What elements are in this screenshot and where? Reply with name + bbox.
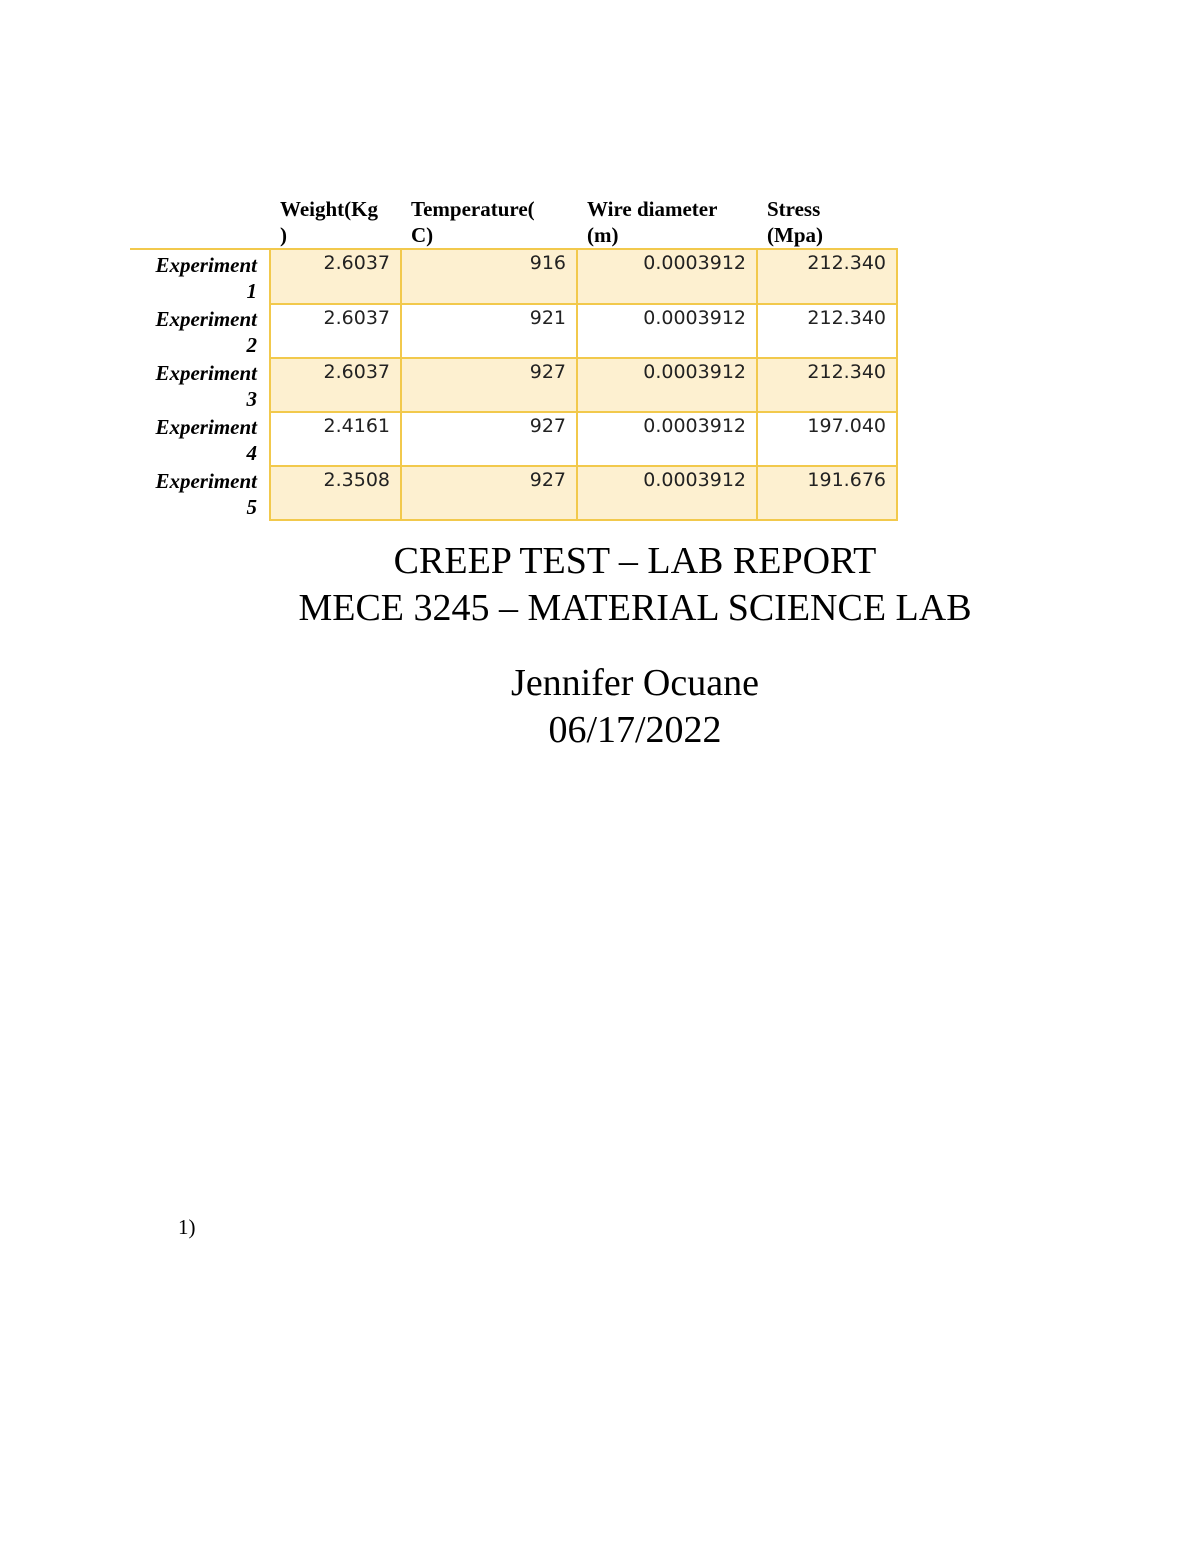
row-label: Experiment 2 [155, 307, 257, 357]
diameter-cell: 0.0003912 [577, 412, 757, 466]
temperature-cell: 927 [401, 358, 577, 412]
row-label: Experiment 5 [155, 469, 257, 519]
weight-cell: 2.4161 [270, 412, 401, 466]
table-row [130, 358, 897, 412]
header-weight: Weight(Kg ) [280, 197, 378, 247]
header-stress: Stress (Mpa) [767, 197, 823, 247]
stress-cell: 191.676 [757, 466, 897, 520]
weight-cell: 2.3508 [270, 466, 401, 520]
temperature-cell: 927 [401, 466, 577, 520]
weight-cell: 2.6037 [270, 249, 401, 304]
weight-cell: 2.6037 [270, 304, 401, 358]
stress-cell: 212.340 [757, 249, 897, 304]
corner-cell [130, 195, 270, 249]
temperature-cell: 927 [401, 412, 577, 466]
table-header-row [130, 195, 897, 249]
course-title: MECE 3245 – MATERIAL SCIENCE LAB [298, 587, 972, 629]
temperature-cell: 921 [401, 304, 577, 358]
report-title: CREEP TEST – LAB REPORT [393, 540, 877, 582]
table-row [130, 466, 897, 520]
diameter-cell: 0.0003912 [577, 249, 757, 304]
stress-cell: 212.340 [757, 304, 897, 358]
diameter-cell: 0.0003912 [577, 358, 757, 412]
row-label: Experiment 4 [155, 415, 257, 465]
author-name: Jennifer Ocuane [511, 662, 759, 704]
question-number: 1) [178, 1215, 196, 1239]
creep-test-data-table [130, 195, 898, 521]
stress-cell: 197.040 [757, 412, 897, 466]
table-row [130, 412, 897, 466]
header-wire-diameter: Wire diameter (m) [587, 197, 718, 247]
table-row [130, 249, 897, 304]
diameter-cell: 0.0003912 [577, 304, 757, 358]
weight-cell: 2.6037 [270, 358, 401, 412]
row-label: Experiment 3 [155, 361, 257, 411]
row-label: Experiment 1 [155, 253, 257, 303]
report-date: 06/17/2022 [548, 709, 722, 751]
table-row [130, 304, 897, 358]
header-temperature: Temperature( C) [411, 197, 535, 247]
temperature-cell: 916 [401, 249, 577, 304]
stress-cell: 212.340 [757, 358, 897, 412]
diameter-cell: 0.0003912 [577, 466, 757, 520]
